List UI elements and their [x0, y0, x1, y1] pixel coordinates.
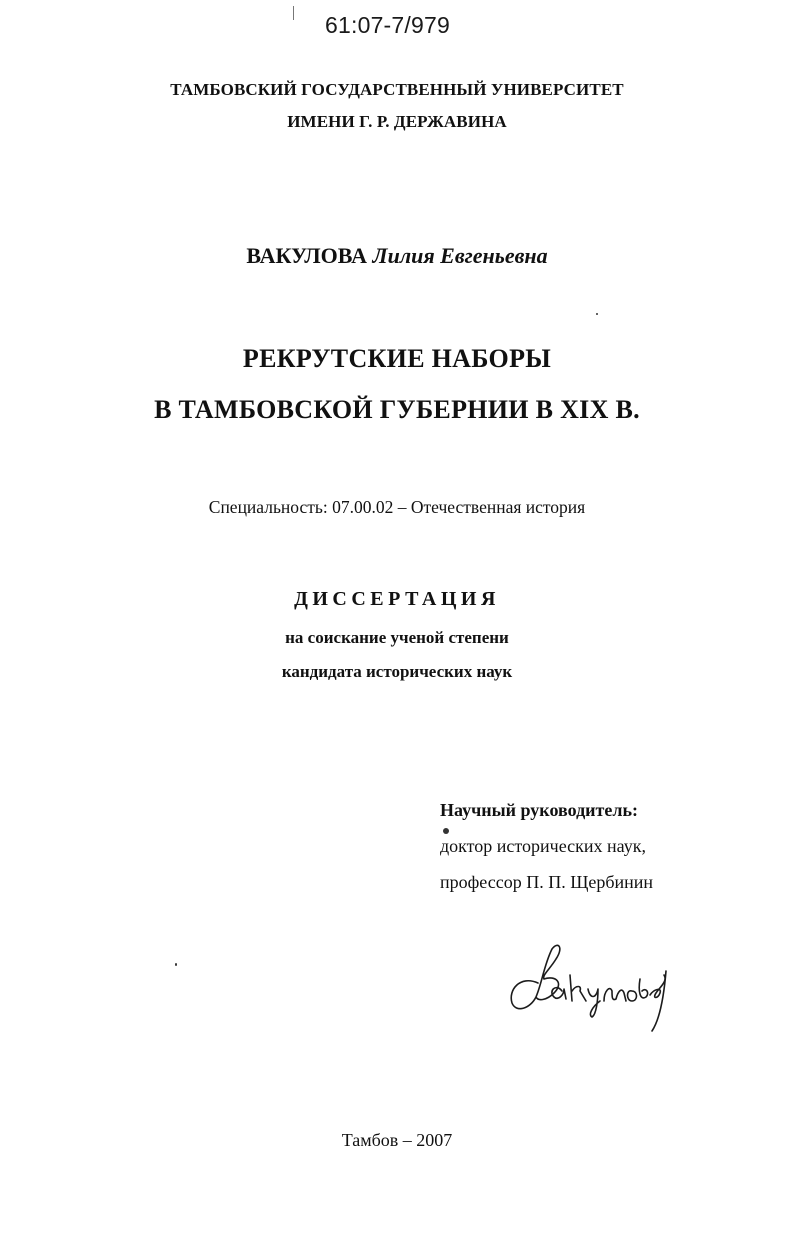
- degree-line2: кандидата исторических наук: [281, 662, 513, 681]
- university-name: ТАМБОВСКИЙ ГОСУДАРСТВЕННЫЙ УНИВЕРСИТЕТ: [170, 80, 624, 99]
- advisor-degree: доктор исторических наук,: [440, 836, 646, 856]
- specialty: Специальность: 07.00.02 – Отечественная история: [208, 497, 586, 517]
- thesis-title-line1: РЕКРУТСКИЕ НАБОРЫ: [242, 344, 552, 373]
- advisor-name: профессор П. П. Щербинин: [440, 872, 654, 892]
- author-name: [0, 243, 794, 269]
- author-given-names: Лилия Евгеньевна: [372, 243, 548, 268]
- city-year: Тамбов – 2007: [341, 1130, 453, 1150]
- advisor-heading: Научный руководитель:: [440, 800, 638, 820]
- university-dedication: ИМЕНИ Г. Р. ДЕРЖАВИНА: [287, 112, 507, 131]
- scan-speck: [443, 828, 449, 834]
- degree-line1: на соискание ученой степени: [285, 628, 509, 647]
- scan-speck: [175, 963, 177, 966]
- author-surname: ВАКУЛОВА: [246, 243, 367, 268]
- thesis-title-line2: В ТАМБОВСКОЙ ГУБЕРНИИ В XIX В.: [154, 395, 640, 424]
- archive-code: 61:07-7/979: [325, 12, 450, 38]
- scan-speck: [293, 6, 294, 20]
- scan-speck: [596, 313, 598, 315]
- author-signature: [500, 935, 685, 1045]
- work-type: ДИССЕРТАЦИЯ: [294, 588, 500, 610]
